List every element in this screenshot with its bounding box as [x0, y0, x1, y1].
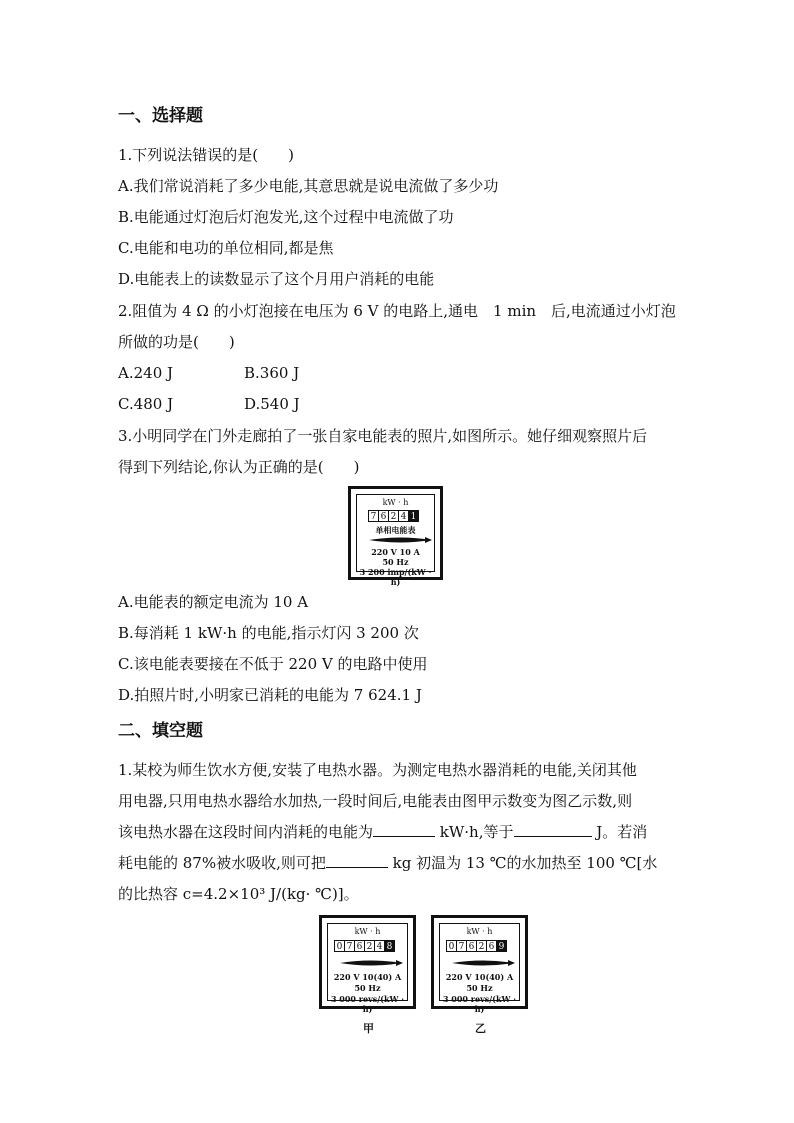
- meter-digit: 0: [334, 940, 345, 952]
- q1-stem: 1.下列说法错误的是( ): [118, 146, 295, 164]
- meter-rating: 220 V 10 A: [371, 547, 420, 557]
- q2-option-d: D.540 J: [244, 395, 300, 413]
- fill-q1-line3: [118, 822, 647, 842]
- q1-option-b: B.电能通过灯泡后灯泡发光,这个过程中电流做了功: [118, 208, 454, 226]
- meter-digits: [334, 940, 394, 952]
- q1-option-d: D.电能表上的读数显示了这个月用户消耗的电能: [118, 270, 435, 288]
- meter-digit: 2: [388, 510, 399, 522]
- q2-stem-line2: 所做的功是( ): [118, 333, 235, 351]
- q2-option-c: C.480 J: [118, 395, 174, 413]
- meter-jia: [319, 915, 416, 1014]
- meter-digit: 6: [378, 510, 389, 522]
- meter-digit-decimal: 1: [408, 510, 419, 522]
- meter-disc-arrow-icon: [338, 959, 404, 967]
- answer-blank-kg[interactable]: [326, 853, 388, 868]
- meter-unit: kW · h: [466, 927, 493, 936]
- fill-text: J。若消: [591, 823, 648, 841]
- meter-disc-arrow-icon: [450, 959, 516, 967]
- fill-text: kg 初温为 13 ℃的水加热至 100 ℃[水: [387, 854, 658, 872]
- q3-option-c: C.该电能表要接在不低于 220 V 的电路中使用: [118, 655, 428, 673]
- meter-digit-decimal: 8: [384, 940, 395, 952]
- q2-stem-line1: 2.阻值为 4 Ω 的小灯泡接在电压为 6 V 的电路上,通电 1 min 后,电流通过小灯泡: [118, 302, 676, 320]
- fill-q1-line5: 的比热容 c=4.2×10³ J/(kg· ℃)]。: [118, 885, 359, 903]
- q2-option-b: B.360 J: [244, 364, 300, 382]
- fill-text: kW·h,等于: [435, 823, 514, 841]
- q2-option-a: A.240 J: [118, 364, 174, 382]
- meter-digit: 6: [466, 940, 477, 952]
- answer-blank-joule[interactable]: [514, 822, 592, 837]
- caption-jia: 甲: [363, 1022, 374, 1035]
- meter-frequency: 50 Hz: [382, 557, 409, 567]
- meter-digit: 6: [354, 940, 365, 952]
- meter-disc-arrow-icon: [367, 536, 433, 544]
- meter-frequency: 50 Hz: [354, 983, 381, 993]
- meter-digit: 4: [398, 510, 409, 522]
- meter-digits: [368, 510, 418, 522]
- fill-text: 该电热水器在这段时间内消耗的电能为: [118, 823, 374, 841]
- meter-rating: 220 V 10(40) A: [445, 972, 514, 982]
- section-title-fill: 二、填空题: [118, 721, 203, 741]
- meter-constant: 3 200 imp/(kW · h): [359, 567, 432, 587]
- section-title-choice: 一、选择题: [118, 106, 203, 126]
- fill-q1-line4: [118, 853, 657, 873]
- meter-constant: 3 000 revs/(kW · h): [442, 994, 517, 1014]
- q3-electric-meter: [348, 486, 443, 587]
- meter-digit: 2: [476, 940, 487, 952]
- q3-stem-line1: 3.小明同学在门外走廊拍了一张自家电能表的照片,如图所示。她仔细观察照片后: [118, 427, 648, 445]
- meter-digit: 6: [486, 940, 497, 952]
- caption-yi: 乙: [475, 1022, 486, 1035]
- meter-yi: [431, 915, 528, 1014]
- meter-digit: 4: [374, 940, 385, 952]
- meter-digit: 0: [446, 940, 457, 952]
- meter-digit: 7: [456, 940, 467, 952]
- meter-digits: [446, 940, 506, 952]
- meter-constant: 3 000 revs/(kW · h): [330, 994, 405, 1014]
- meter-digit: 2: [364, 940, 375, 952]
- fill-q1-line1: 1.某校为师生饮水方便,安装了电热水器。为测定电热水器消耗的电能,关闭其他: [118, 761, 637, 779]
- meter-rating: 220 V 10(40) A: [333, 972, 402, 982]
- q3-option-a: A.电能表的额定电流为 10 A: [118, 593, 309, 611]
- meter-unit: kW · h: [354, 927, 381, 936]
- answer-blank-kwh[interactable]: [373, 822, 435, 837]
- q3-option-d: D.拍照片时,小明家已消耗的电能为 7 624.1 J: [118, 686, 422, 704]
- fill-q1-line2: 用电器,只用电热水器给水加热,一段时间后,电能表由图甲示数变为图乙示数,则: [118, 792, 633, 810]
- meter-digit: 7: [368, 510, 379, 522]
- meter-name: 单相电能表: [375, 525, 416, 535]
- meter-frequency: 50 Hz: [466, 983, 493, 993]
- q1-option-c: C.电能和电功的单位相同,都是焦: [118, 239, 334, 257]
- meter-unit: kW · h: [382, 498, 409, 507]
- q3-stem-line2: 得到下列结论,你认为正确的是( ): [118, 458, 360, 476]
- q1-option-a: A.我们常说消耗了多少电能,其意思就是说电流做了多少功: [118, 177, 499, 195]
- q3-option-b: B.每消耗 1 kW·h 的电能,指示灯闪 3 200 次: [118, 624, 419, 642]
- fill-text: 耗电能的 87%被水吸收,则可把: [118, 854, 326, 872]
- meter-digit-decimal: 9: [496, 940, 507, 952]
- meter-digit: 7: [344, 940, 355, 952]
